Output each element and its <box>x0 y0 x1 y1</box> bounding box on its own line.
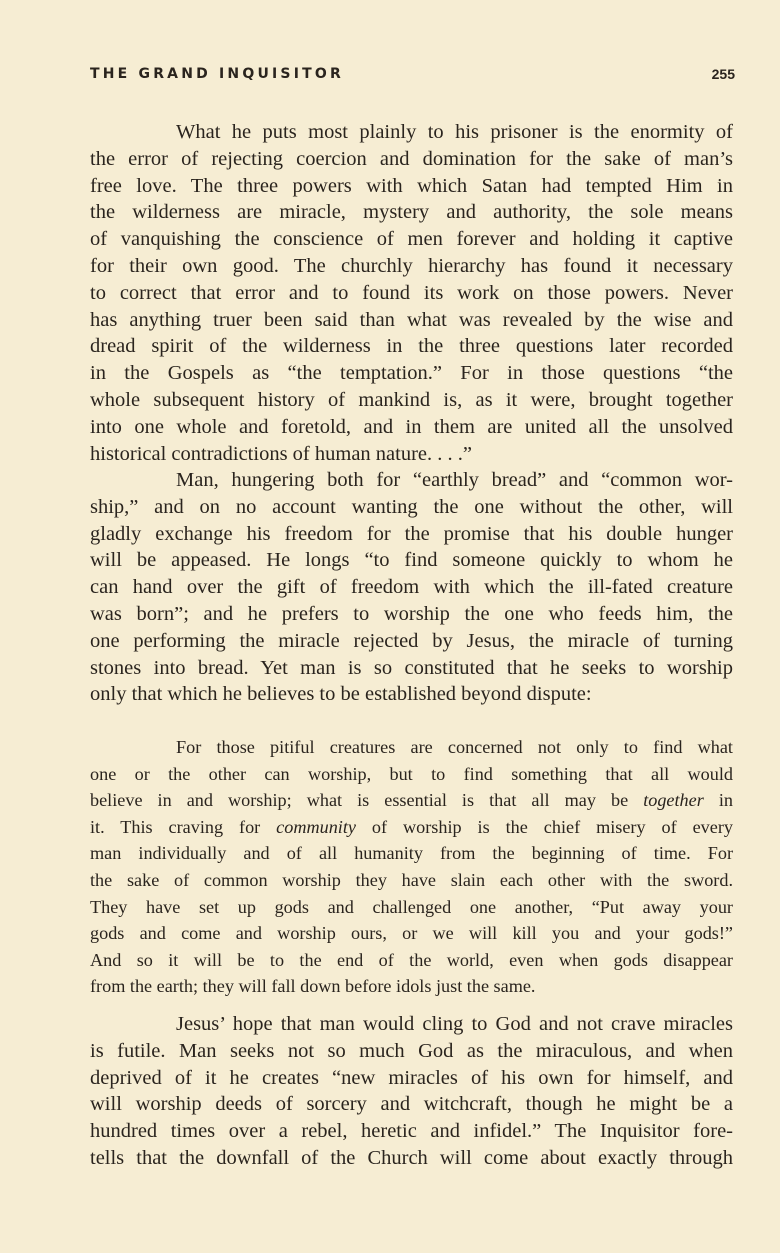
text-line: for their own good. The churchly hierarchy has found it necessary <box>90 254 733 277</box>
paragraph-2 <box>90 467 733 708</box>
text-line: ship,” and on no account wanting the one without the other, will <box>90 495 733 518</box>
text-segment: it. This craving for <box>90 816 277 837</box>
text-line: For those pitiful creatures are concerned not only to find what <box>176 737 733 757</box>
page-header <box>90 66 735 92</box>
text-line: stones into bread. Yet man is so constituted that he seeks to worship <box>90 656 733 679</box>
text-line <box>90 787 733 814</box>
text-line: the wilderness are miracle, mystery and authority, the sole means <box>90 201 733 224</box>
text-line: tells that the downfall of the Church will come about exactly through <box>90 1146 733 1169</box>
text-line: the sake of common worship they have slain each other with the sword. <box>90 869 733 890</box>
text-line: What he puts most plainly to his prisoner is the enormity of <box>176 121 733 143</box>
text-line: They have set up gods and challenged one another, “Put away your <box>90 896 733 917</box>
text-segment: believe in and worship; what is essential is that all may be <box>90 790 644 811</box>
text-line: Jesus’ hope that man would cling to God and not crave miracles <box>176 1013 733 1035</box>
text-line: only that which he believes to be established beyond dispute: <box>90 683 592 706</box>
block-quote <box>90 734 733 1000</box>
text-line: of vanquishing the conscience of men forever and holding it captive <box>90 228 733 251</box>
text-line: gods and come and worship ours, or we will kill you and your gods!” <box>90 923 733 944</box>
text-line: into one whole and foretold, and in them are united all the unsolved <box>90 415 733 438</box>
text-line: to correct that error and to found its work on those powers. Never <box>90 281 733 304</box>
text-line: the error of rejecting coercion and domination for the sake of man’s <box>90 147 733 170</box>
text-line: dread spirit of the wilderness in the three questions later recorded <box>90 335 733 358</box>
text-line: free love. The three powers with which Satan had tempted Him in <box>90 174 733 197</box>
text-line: gladly exchange his freedom for the promise that his double hunger <box>90 522 733 545</box>
paragraph-3 <box>90 1011 733 1172</box>
text-line: whole subsequent history of mankind is, as it were, brought together <box>90 388 733 411</box>
text-line: will worship deeds of sorcery and witchcraft, though he might be a <box>90 1093 733 1116</box>
text-line: from the earth; they will fall down before idols just the same. <box>90 976 536 997</box>
text-line: can hand over the gift of freedom with which the ill-fated creature <box>90 576 733 599</box>
text-line <box>90 814 733 841</box>
text-line: in the Gospels as “the temptation.” For in those questions “the <box>90 362 733 385</box>
italic-emphasis: together <box>643 790 704 811</box>
text-line: will be appeased. He longs “to find someone quickly to whom he <box>90 549 733 572</box>
text-line: was born”; and he prefers to worship the one who feeds him, the <box>90 602 733 625</box>
page-number: 255 <box>711 66 735 82</box>
text-line: man individually and of all humanity from the beginning of time. For <box>90 843 733 864</box>
text-line: deprived of it he creates “new miracles of his own for himself, and <box>90 1066 733 1089</box>
italic-emphasis: community <box>276 816 356 837</box>
text-line: is futile. Man seeks not so much God as the miraculous, and when <box>90 1039 733 1062</box>
running-head: THE GRAND INQUISITOR <box>90 66 344 82</box>
text-line: one performing the miracle rejected by Jesus, the miracle of turning <box>90 629 733 652</box>
text-line: one or the other can worship, but to find something that all would <box>90 763 733 784</box>
text-segment: of worship is the chief misery of every <box>355 816 733 837</box>
text-line: Man, hungering both for “earthly bread” and “common wor- <box>176 469 733 491</box>
text-line: historical contradictions of human nature. . . .” <box>90 442 472 465</box>
text-segment: in <box>703 790 733 811</box>
paragraph-1 <box>90 119 733 467</box>
text-line: has anything truer been said than what was revealed by the wise and <box>90 308 733 331</box>
text-line: hundred times over a rebel, heretic and infidel.” The Inquisitor fore- <box>90 1120 733 1143</box>
text-line: And so it will be to the end of the world, even when gods disappear <box>90 949 733 970</box>
